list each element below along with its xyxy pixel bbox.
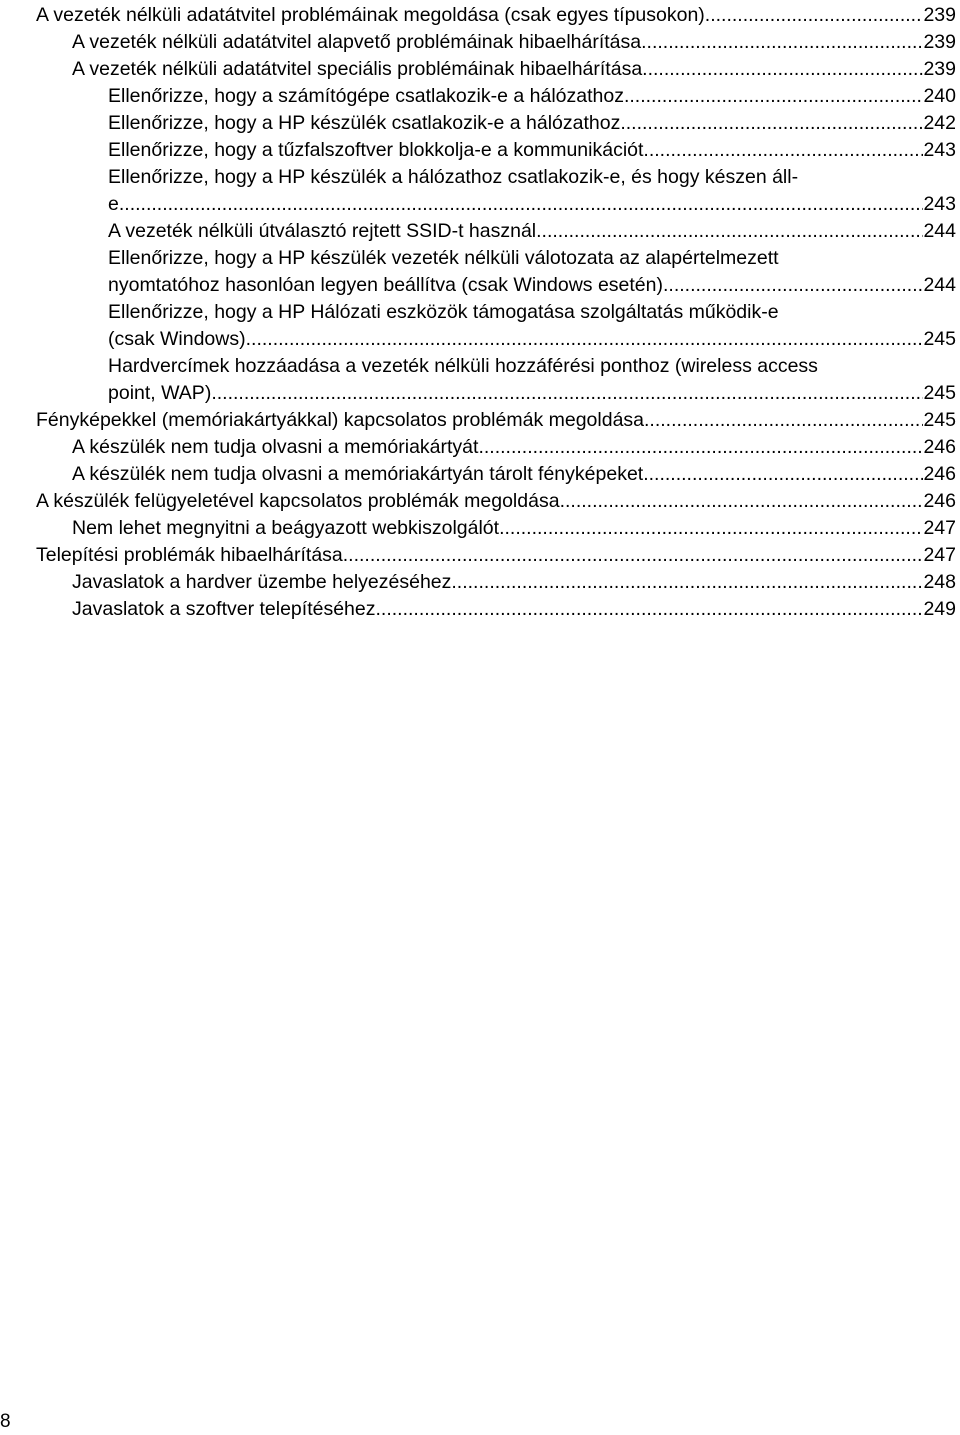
dot-leader xyxy=(641,29,923,56)
toc-entry-page: 247 xyxy=(923,517,956,539)
toc-entry-page: 244 xyxy=(923,220,956,242)
toc-entry-page: 247 xyxy=(923,544,956,566)
dot-leader xyxy=(246,326,924,353)
toc-entry[interactable] xyxy=(72,461,956,488)
toc-entry[interactable] xyxy=(108,380,956,407)
toc-entry-page: 239 xyxy=(923,4,956,26)
toc-entry[interactable] xyxy=(36,542,956,569)
toc-entry-page: 243 xyxy=(923,139,956,161)
dot-leader xyxy=(705,2,924,29)
toc-entry-title: A vezeték nélküli útválasztó rejtett SSID-t használ xyxy=(108,220,537,242)
toc-entry-page: 245 xyxy=(923,328,956,350)
toc-entry[interactable] xyxy=(72,515,956,542)
dot-leader xyxy=(620,110,923,137)
toc-entry-first-line[interactable] xyxy=(108,245,956,272)
toc-entry[interactable] xyxy=(108,137,956,164)
toc-entry-first-line[interactable] xyxy=(108,353,956,380)
dot-leader xyxy=(451,569,923,596)
dot-leader xyxy=(119,191,924,218)
toc-entry-title: Ellenőrizze, hogy a tűzfalszoftver blokkolja-e a kommunikációt xyxy=(108,139,644,161)
toc-entry[interactable] xyxy=(72,56,956,83)
dot-leader xyxy=(644,407,923,434)
toc-entry[interactable] xyxy=(36,2,956,29)
toc-entry-title: A készülék nem tudja olvasni a memóriakártyán tárolt fényképeket xyxy=(72,463,644,485)
toc-entry-first-line[interactable] xyxy=(108,164,956,191)
dot-leader xyxy=(624,83,924,110)
toc-entry-title: Javaslatok a hardver üzembe helyezéséhez xyxy=(72,571,452,593)
toc-entry-title: Hardvercímek hozzáadása a vezeték nélküli hozzáférési ponthoz (wireless access xyxy=(108,355,818,377)
toc-entry-title: A vezeték nélküli adatátvitel alapvető problémáinak hibaelhárítása xyxy=(72,31,642,53)
toc-entry-title: Ellenőrizze, hogy a HP készülék vezeték nélküli válotozata az alapértelmezett xyxy=(108,247,779,269)
toc-entry[interactable] xyxy=(108,110,956,137)
toc-entry[interactable] xyxy=(108,191,956,218)
toc-entry-title: Nem lehet megnyitni a beágyazott webkiszolgálót xyxy=(72,517,500,539)
toc-entry-page: 244 xyxy=(923,274,956,296)
toc-entry-page: 246 xyxy=(923,463,956,485)
toc-entry-page: 248 xyxy=(923,571,956,593)
toc-entry[interactable] xyxy=(108,326,956,353)
toc-entry-page: 249 xyxy=(923,598,956,620)
toc-entry-page: 240 xyxy=(923,85,956,107)
toc-entry-title: Ellenőrizze, hogy a HP készülék csatlakozik-e a hálózathoz xyxy=(108,112,621,134)
dot-leader xyxy=(642,56,923,83)
toc-entry-title: A készülék nem tudja olvasni a memóriakártyát xyxy=(72,436,479,458)
dot-leader xyxy=(663,272,923,299)
dot-leader xyxy=(376,596,924,623)
toc-entry-title-continued: point, WAP) xyxy=(108,382,212,404)
toc-entry-title: A készülék felügyeletével kapcsolatos problémák megoldása xyxy=(36,490,560,512)
toc-entry-title: Javaslatok a szoftver telepítéséhez xyxy=(72,598,376,620)
page-number: 8 xyxy=(0,1411,11,1432)
toc-entry-page: 242 xyxy=(923,112,956,134)
dot-leader xyxy=(478,434,923,461)
dot-leader xyxy=(211,380,923,407)
toc-entry-title: Ellenőrizze, hogy a számítógépe csatlakozik-e a hálózathoz xyxy=(108,85,624,107)
toc-entry-title: A vezeték nélküli adatátvitel problémáinak megoldása (csak egyes típusokon) xyxy=(36,4,705,26)
toc-entry-page: 243 xyxy=(923,193,956,215)
toc-entry-page: 246 xyxy=(923,490,956,512)
toc-entry[interactable] xyxy=(72,596,956,623)
dot-leader xyxy=(643,137,923,164)
toc-entry-page: 246 xyxy=(923,436,956,458)
toc-entry[interactable] xyxy=(72,569,956,596)
dot-leader xyxy=(343,542,924,569)
toc-entry[interactable] xyxy=(72,29,956,56)
toc-entry-page: 239 xyxy=(923,31,956,53)
toc-entry-page: 245 xyxy=(923,409,956,431)
dot-leader xyxy=(560,488,924,515)
toc-entry-title: Telepítési problémák hibaelhárítása xyxy=(36,544,343,566)
toc-entry-title: A vezeték nélküli adatátvitel speciális problémáinak hibaelhárítása xyxy=(72,58,643,80)
toc-entry[interactable] xyxy=(108,218,956,245)
dot-leader xyxy=(536,218,923,245)
toc-entry-title-continued: e xyxy=(108,193,119,215)
toc-entry[interactable] xyxy=(108,83,956,110)
toc-entry-first-line[interactable] xyxy=(108,299,956,326)
toc-entry-title: Fényképekkel (memóriakártyákkal) kapcsolatos problémák megoldása xyxy=(36,409,645,431)
toc-entry-page: 245 xyxy=(923,382,956,404)
dot-leader xyxy=(643,461,923,488)
toc-entry[interactable] xyxy=(108,272,956,299)
toc-entry-title-continued: nyomtatóhoz hasonlóan legyen beállítva (csak Windows esetén) xyxy=(108,274,663,296)
toc-entry[interactable] xyxy=(72,434,956,461)
toc-entry-title: Ellenőrizze, hogy a HP készülék a hálózathoz csatlakozik-e, és hogy készen áll- xyxy=(108,166,799,188)
toc-entry[interactable] xyxy=(36,488,956,515)
toc-entry-title-continued: (csak Windows) xyxy=(108,328,246,350)
toc-entry[interactable] xyxy=(36,407,956,434)
toc-entry-page: 239 xyxy=(923,58,956,80)
dot-leader xyxy=(499,515,923,542)
toc-entry-title: Ellenőrizze, hogy a HP Hálózati eszközök támogatása szolgáltatás működik-e xyxy=(108,301,779,323)
